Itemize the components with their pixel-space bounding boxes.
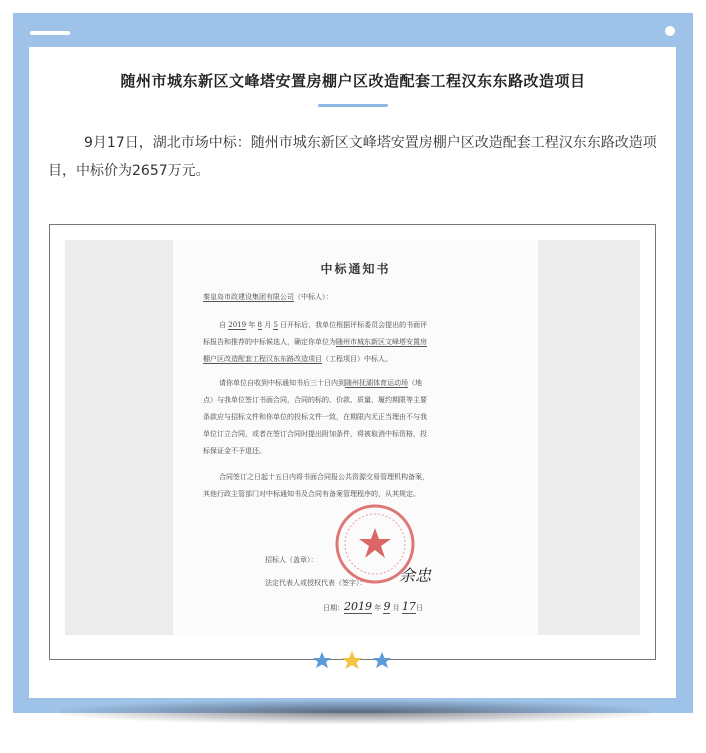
card-shadow [60,700,650,724]
date-year: 2019 [344,600,372,613]
paragraph-2-line-1: 请你单位自收到中标通知书后三十日内到随州抚湖体育运动场（地 [219,379,422,387]
paragraph-1-line-2: 标报告和推荐的中标候选人，确定你单位为随州市城东新区文峰塔安置房 [203,338,427,346]
tenderer-seal-label: 招标人（盖章）： [265,556,318,564]
addressee-company: 秦皇岛市政建设集团有限公司 [203,293,294,301]
paragraph-2-line-5: 标保证金不予退还。 [203,447,266,455]
addressee-line: 秦皇岛市政建设集团有限公司（中标人）： [203,293,333,301]
paragraph-3-line-2: 其他行政主管部门对中标通知书及合同有备案管理程序的，从其规定。 [203,490,420,498]
article-title: 随州市城东新区文峰塔安置房棚户区改造配套工程汉东东路改造项目 [120,72,586,90]
date-line: 日期：2019 年 9 月 17日 [323,600,423,613]
star-icon [373,652,391,668]
paragraph-3-line-1: 合同签订之日起十五日内将书面合同报公共资源交易管理机构备案， [219,473,429,481]
decorative-stars [312,650,392,670]
paragraph-2-line-2: 点）与我单位签订书面合同，合同的标的、价款、质量、履约期限等主要 [203,396,427,404]
paragraph-2-line-4: 单位订立合同，或者在签订合同时提出附加条件，将被取消中标资格，投 [203,430,427,438]
handwritten-signature: 余忠 [399,566,432,585]
article-body: 9月17日，湖北市场中标：随州市城东新区文峰塔安置房棚户区改造配套工程汉东东路改造项目，中标价为2657万元。 [48,135,657,179]
star-icon [313,652,331,668]
award-notice-document [173,240,538,635]
representative-signature-label: 法定代表人或授权代表（签字）： [265,579,367,587]
decorative-line [30,31,70,35]
decorative-dot [665,26,675,36]
title-divider [318,104,388,107]
document-title: 中标通知书 [320,262,391,276]
paragraph-1-line-3: 棚户区改造配套工程汉东东路改造项目（工程项目）中标人。 [203,355,392,363]
date-day: 17 [401,600,416,613]
star-icon [342,651,362,669]
date-month: 9 [383,600,391,613]
paragraph-1-line-1: 自 2019 年 8 月 5 日开标后，我单位根据评标委员会提出的书面评 [219,321,428,329]
paragraph-2-line-3: 条款应与招标文件和你单位的投标文件一致，在期限内无正当理由不与我 [203,413,427,421]
